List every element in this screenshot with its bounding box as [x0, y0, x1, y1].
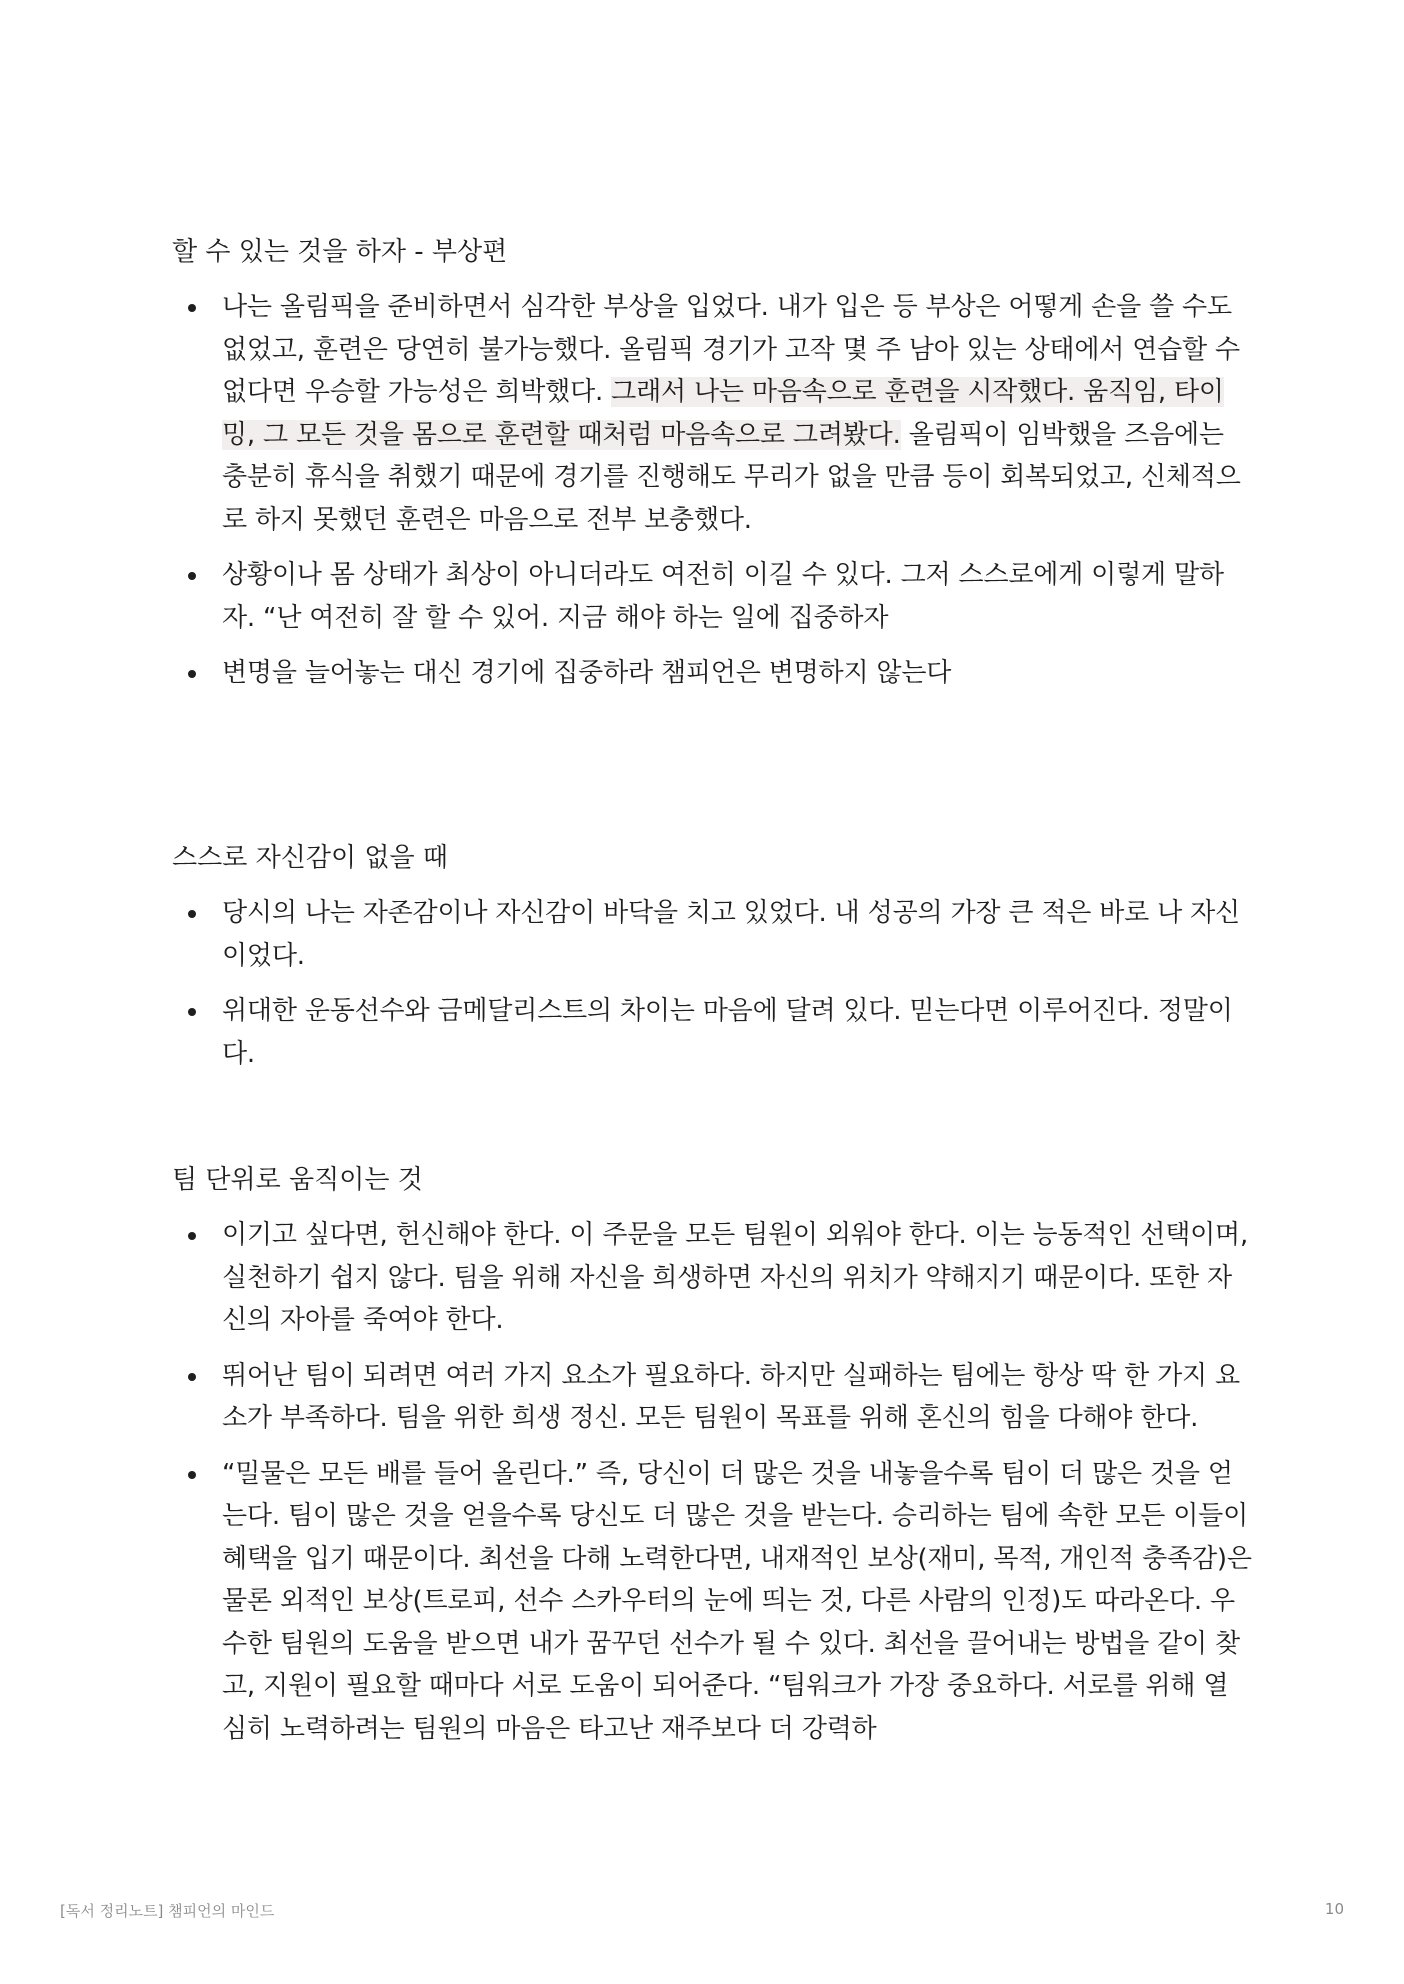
paragraph-text: 이기고 싶다면, 헌신해야 한다. 이 주문을 모든 팀원이 외워야 한다. 이는 능동적인 선택이며, 실천하기 쉽지 않다. 팀을 위해 자신을 희생하면 자신의 위치가 약해지기 때문이다. 또한 자신의 자아를 죽여야 한다.: [222, 1220, 1249, 1335]
paragraph-text: 위대한 운동선수와 금메달리스트의 차이는 마음에 달려 있다. 믿는다면 이루어진다. 정말이다.: [222, 996, 1233, 1069]
paragraph-text: 올림픽이 임박했을 즈음에는 충분히 휴식을 취했기 때문에 경기를 진행해도 무리가 없을 만큼 등이 회복되었고, 신체적으로 하지 못했던 훈련은 마음으로 전부 보충했다.: [222, 419, 1241, 535]
section-confidence: [172, 838, 1252, 1088]
bullet-list: [172, 286, 1252, 695]
bullet-dot: [188, 910, 196, 918]
list-item: [172, 1355, 1252, 1440]
list-item: [172, 1453, 1252, 1751]
paragraph-text: 상황이나 몸 상태가 최상이 아니더라도 여전히 이길 수 있다. 그저 스스로에게 이렇게 말하자. “난 여전히 잘 할 수 있어. 지금 해야 하는 일에 집중하자: [222, 560, 1224, 633]
paragraph-text: 뛰어난 팀이 되려면 여러 가지 요소가 필요하다. 하지만 실패하는 팀에는 항상 딱 한 가지 요소가 부족하다. 팀을 위한 희생 정신. 모든 팀원이 목표를 위해 혼신의 힘을 다해야 한다.: [222, 1360, 1240, 1433]
bullet-list: [172, 892, 1252, 1075]
list-item: [172, 990, 1252, 1075]
list-item: [172, 554, 1252, 639]
list-item: [172, 892, 1252, 977]
page-number: 10: [1324, 1900, 1344, 1918]
section-heading: 할 수 있는 것을 하자 - 부상편: [172, 237, 508, 267]
list-item: [172, 286, 1252, 541]
bullet-dot: [188, 1008, 196, 1016]
list-item: [172, 1214, 1252, 1342]
paragraph-text: 변명을 늘어놓는 대신 경기에 집중하라 챔피언은 변명하지 않는다: [222, 658, 952, 688]
highlighted-text: 그래서 나는 마음속으로 훈련을 시작했다. 움직임, 타이밍, 그 모든 것을 몸으로 훈련할 때처럼 마음속으로 그려봤다.: [222, 377, 1224, 450]
bullet-dot: [188, 1232, 196, 1240]
bullet-dot: [188, 304, 196, 312]
paragraph-text: 당시의 나는 자존감이나 자신감이 바닥을 치고 있었다. 내 성공의 가장 큰 적은 바로 나 자신이었다.: [222, 898, 1240, 971]
bullet-dot: [188, 670, 196, 678]
footer-title: [독서 정리노트] 챔피언의 마인드: [60, 1902, 275, 1920]
paragraph-text: 나는 올림픽을 준비하면서 심각한 부상을 입었다. 내가 입은 등 부상은 어떻게 손을 쓸 수도 없었고, 훈련은 당연히 불가능했다. 올림픽 경기가 고작 몇 주 남아 있는 상태에서 연습할 수 없다면 우승할 가능성은 희박했다.: [222, 292, 1240, 407]
bullet-list: [172, 1214, 1252, 1750]
section-team: [172, 1160, 1252, 1763]
list-item: [172, 652, 1252, 695]
bullet-dot: [188, 1471, 196, 1479]
bullet-dot: [188, 572, 196, 580]
section-heading: 팀 단위로 움직이는 것: [172, 1165, 423, 1195]
section-injury: [172, 232, 1252, 708]
section-heading: 스스로 자신감이 없을 때: [172, 843, 448, 873]
paragraph-text: “밀물은 모든 배를 들어 올린다.” 즉, 당신이 더 많은 것을 내놓을수록 팀이 더 많은 것을 얻는다. 팀이 많은 것을 얻을수록 당신도 더 많은 것을 받는다. 승리하는 팀에 속한 모든 이들이 혜택을 입기 때문이다. 최선을 다해 노력한다면, 내재적인 보상(재미, 목적, 개인적 충족감)은 물론 외적인 보상(트로피, 선수 스카우터의 눈에 띄는 것, 다른 사람의 인정)도 따라온다. 우수한 팀원의 도움을 받으면 내가 꿈꾸던 선수가 될 수 있다. 최선을 끌어내는 방법을 같이 찾고, 지원이 필요할 때마다 서로 도움이 되어준다. “팀워크가 가장 중요하다. 서로를 위해 열심히 노력하려는 팀원의 마음은 타고난 재주보다 더 강력하: [222, 1458, 1252, 1744]
bullet-dot: [188, 1373, 196, 1381]
